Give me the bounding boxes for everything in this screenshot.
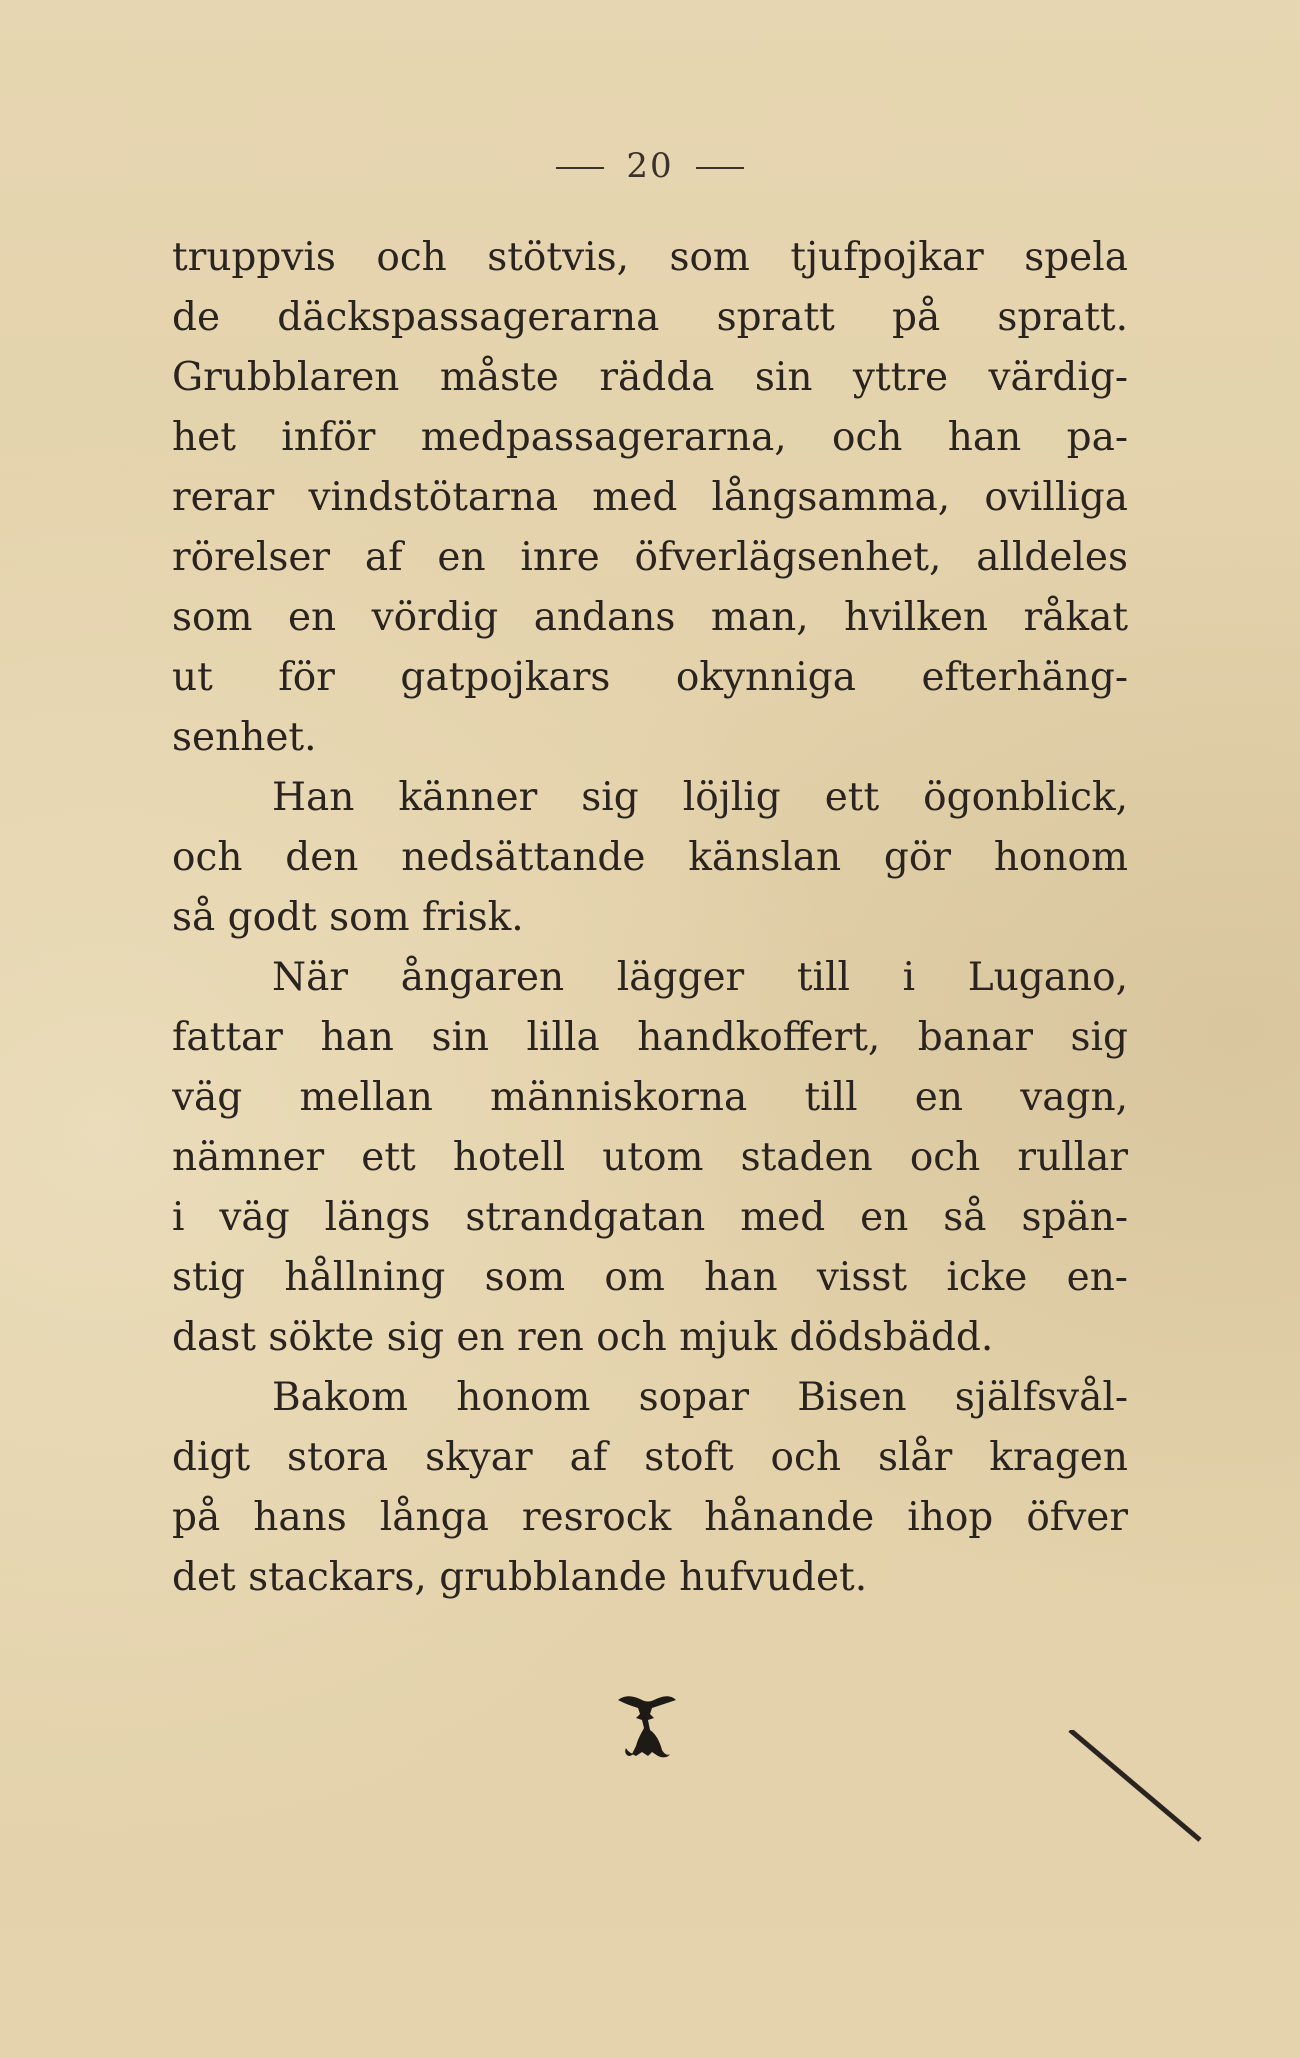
page-binding-line xyxy=(1060,1730,1300,2058)
text-line: digt stora skyar af stoft och slår kragen xyxy=(172,1435,1128,1480)
text-line: rörelser af en inre öfverlägsenhet, alldeles xyxy=(172,535,1128,580)
text-line: det stackars, grubblande hufvudet. xyxy=(172,1555,868,1600)
text-line: nämner ett hotell utom staden och rullar xyxy=(172,1135,1128,1180)
text-line: så godt som frisk. xyxy=(172,895,524,940)
text-line: väg mellan människorna till en vagn, xyxy=(172,1075,1128,1120)
text-line: dast sökte sig en ren och mjuk dödsbädd. xyxy=(172,1315,994,1360)
page-number-right-dash xyxy=(696,167,744,169)
page-number xyxy=(0,146,1300,186)
text-line: på hans långa resrock hånande ihop öfver xyxy=(172,1495,1128,1540)
body-text xyxy=(172,228,1128,1608)
text-line: ut för gatpojkars okynniga efterhäng- xyxy=(172,655,1128,700)
text-line: het inför medpassagerarna, och han pa- xyxy=(172,415,1128,460)
text-line: När ångaren lägger till i Lugano, xyxy=(272,955,1128,1000)
page-number-left-dash xyxy=(556,167,604,169)
text-line: i väg längs strandgatan med en så spän- xyxy=(172,1195,1128,1240)
text-line: truppvis och stötvis, som tjufpojkar spela xyxy=(172,235,1128,280)
text-line: Grubblaren måste rädda sin yttre värdig- xyxy=(172,355,1128,400)
text-line: stig hållning som om han visst icke en- xyxy=(172,1255,1128,1300)
text-line: Bakom honom sopar Bisen själfsvål- xyxy=(272,1375,1128,1420)
text-line: senhet. xyxy=(172,715,317,760)
text-line: rerar vindstötarna med långsamma, ovilliga xyxy=(172,475,1128,520)
text-line: fattar han sin lilla handkoffert, banar sig xyxy=(172,1015,1128,1060)
text-line: som en vördig andans man, hvilken råkat xyxy=(172,595,1128,640)
page-number-value: 20 xyxy=(626,146,674,186)
text-line: de däckspassagerarna spratt på spratt. xyxy=(172,295,1128,340)
text-line: Han känner sig löjlig ett ögonblick, xyxy=(272,775,1128,820)
printers-ornament-icon xyxy=(612,1690,682,1760)
text-line: och den nedsättande känslan gör honom xyxy=(172,835,1128,880)
